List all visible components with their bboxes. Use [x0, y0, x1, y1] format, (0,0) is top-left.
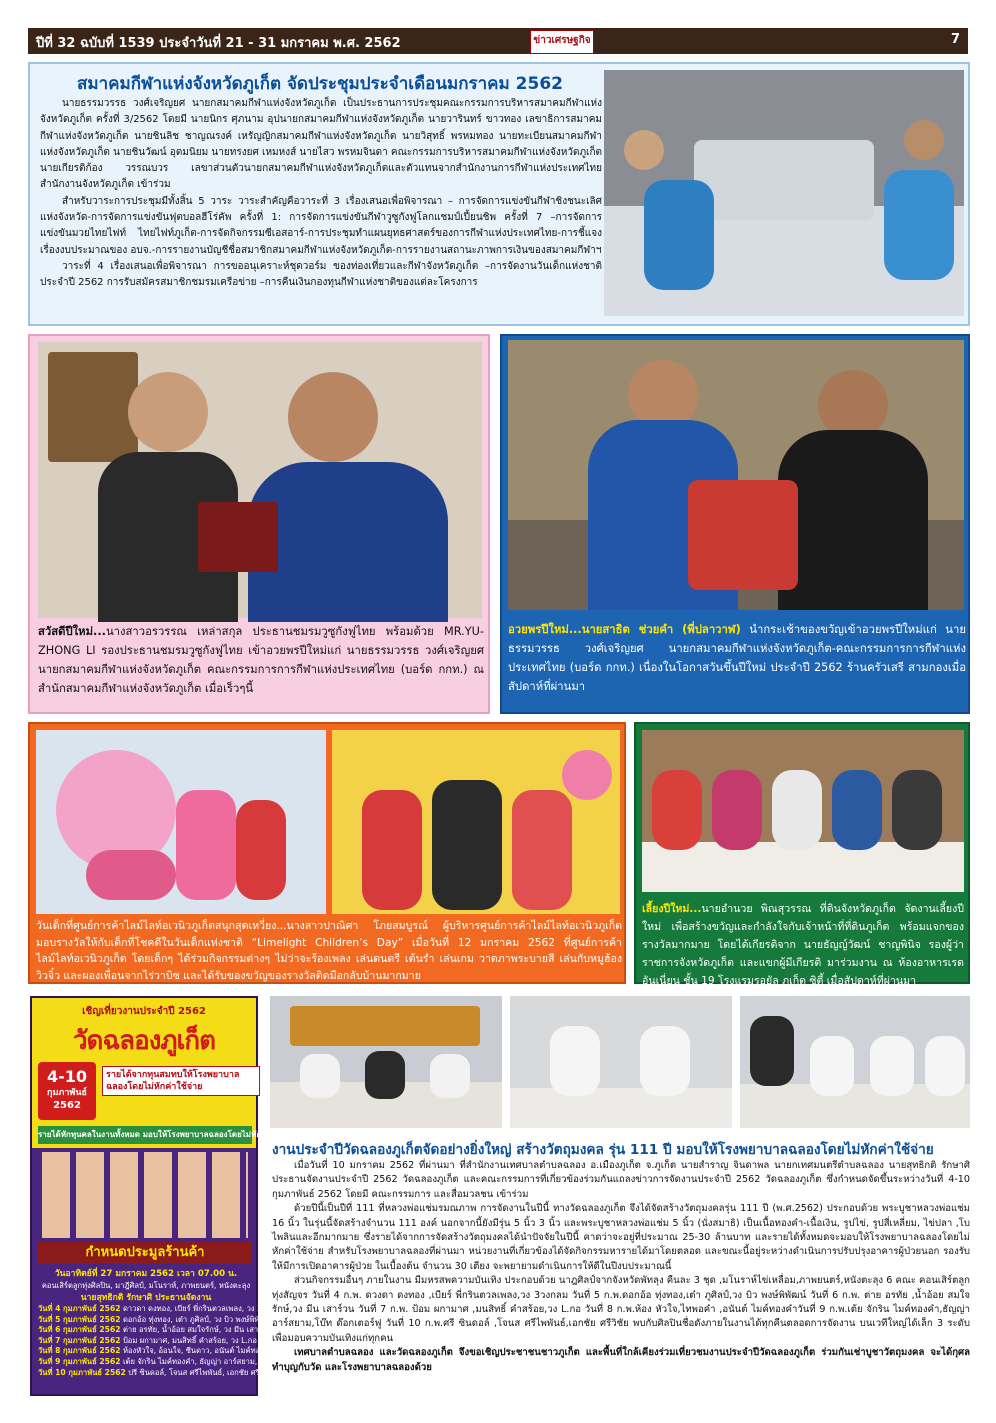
schedule-row: วันที่ 4 กุมภาพันธ์ 2562 ดาวดา ดงทอง, เบียร์ พี่กรินตวลเพลง, วง 3 วงกลม — [38, 1304, 287, 1313]
caption-lead: อวยพรปีใหม่...นายสาธิต ช่วยคำ (พี่ปลาวาฬ) — [508, 623, 741, 636]
press-conference-photo-2 — [510, 996, 732, 1128]
paragraph: นายธรรมวรรธ วงศ์เจริญยศ นายกสมาคมกีฬาแห่งจังหวัดภูเก็ต เป็นประธานการประชุมคณะกรรมการบริหารสมาคมกีฬาแห่งจังหวัดภูเก็ต ครั้งที่ 3/2562 โดยมี นายนิกร ศุภนาม อุปนายกสมาคมกีฬาแห่งจังหวัดภูเก็ต นายวารินทร์ ขาวทอง เลขาธิการสมาคมกีฬาแห่งจังหวัดภูเก็ต นายชินลิช ชาญณรงค์ เหรัญญิกสมาคมกีฬาแห่งจังหวัดภูเก็ต นายวิสุทธิ์ พรหมทอง นายทะเบียนสมาคมกีฬาแห่งจังหวัดภูเก็ต นายชินวัฒน์ อุดมนิยม นายทรงยศ เหมหงส์ นายไสว พรหมจินดา คณะกรรมการบริหารสมาคมกีฬาแห่งจังหวัดภูเก็ต นายเกียรติก้อง วรรณบวร เลขาส่วนตัวนายกสมาคมกีฬาแห่งจังหวัดภูเก็ตและตัวแทนจากสำนักงานการกีฬาแห่งประเทศไทยสำนักงานจังหวัดภูเก็ต เข้าร่วม — [40, 98, 602, 191]
press-conference-photo-3 — [740, 996, 970, 1128]
article-land-office-party — [634, 722, 970, 987]
poster-title: วัดฉลองภูเก็ต — [72, 1026, 216, 1056]
schedule-row: วันที่ 8 กุมภาพันธ์ 2562 ห้องหัวใจ, อ้อนใจ, ซีนดาว, อนันต์ ไมค์ทองคำ — [38, 1346, 274, 1356]
page-number: 7 — [950, 32, 960, 47]
logo-text: ข่าวเศรษฐกิจ — [533, 35, 591, 46]
article-headline: สมาคมกีฬาแห่งจังหวัดภูเก็ต จัดประชุมประจำเดือนมกราคม 2562 — [77, 74, 563, 94]
masthead — [28, 28, 968, 54]
meeting-photo — [604, 70, 964, 316]
childrens-day-photo-2 — [332, 730, 620, 914]
caption-lead: สวัสดีปีใหม่... — [38, 625, 106, 638]
poster-date — [38, 1062, 96, 1120]
poster-invite: เชิญเที่ยวงานประจำปี 2562 — [82, 1006, 206, 1017]
greeting-caption — [38, 622, 484, 698]
schedule-head: วันอาทิตย์ที่ 27 มกราคม 2562 เวลา 07.00 น. — [54, 1269, 238, 1279]
poster-band: กำหนดประมูลร้านค้า — [38, 1242, 252, 1264]
issue-line: ปีที่ 32 ฉบับที่ 1539 ประจำวันที่ 21 - 31 มกราคม พ.ศ. 2562 — [36, 36, 401, 51]
paragraph: สำหรับวาระการประชุมมีทั้งสิ้น 5 วาระ วาระสำคัญคือวาระที่ 3 เรื่องเสนอเพื่อพิจารณา – การจัดการแข่งขันกีฬาชิงชนะเลิศแห่งจังหวัด-การจัดการแข่งขันฟุตบอลฮีโร่คัพ ครั้งที่ 1: การจัดการแข่งขันกีฬาวูซูกังฟูโลกแชมป์เปี้ยนชิพ ครั้งที่ 7 –การจัดการแข่งขันมวยไทยไฟท์ ไทยไฟท์ภูเก็ต-การจัดกิจกรรมซีเอสอาร์-การประชุมทำแผนยุทธศาสตร์ของการกีฬาแห่งประเทศไทย-การชี้แจงเรื่องงบประมาณของ อบจ.-การรายงานบัญชีชื่อสมาชิกสมาคมกีฬาแห่งจังหวัดภูเก็ต-การรายงานสถานะภาพการเงินของสมาคมกีฬาฯ — [40, 195, 602, 256]
party-photo — [642, 730, 964, 892]
schedule-row: วันที่ 9 กุมภาพันธ์ 2562 เต้ย จักริน ไมค์ทองคำ, ธัญญ่า อาร์สยาม, โบ๊ท ด๊อกเตอร์ฟู — [38, 1356, 312, 1366]
schedule-row: วันที่ 6 กุมภาพันธ์ 2562 ต่าย อรทัย, น้ำอ้อย สมใจรักษ์, วง มีน เสาร์วน — [38, 1325, 272, 1335]
greeting-photo — [38, 342, 482, 618]
schedule-chair: นายสุทธิกติ รักษาศิ ประธานจัดงาน — [80, 1293, 212, 1303]
poster-date-days: 4-10 — [46, 1067, 88, 1086]
paragraph: เทศบาลตำบลฉลอง และวัดฉลองภูเก็ต จึงขอเชิญประชาชนชาวภูเก็ต และพื้นที่ใกล้เคียงร่วมเที่ยวชมงานประจำปีวัดฉลองภูเก็ต ร่วมกันเช่าบูชาวัตถุมงคล จะได้กุศลทำบุญกับวัด และโรงพยาบาลฉลองด้วย — [272, 1347, 970, 1373]
temple-fair-poster — [30, 996, 312, 1396]
article-body — [40, 96, 602, 292]
paragraph: วาระที่ 4 เรื่องเสนอเพื่อพิจารณา การขออนุเคราะห์ชุดวอร์ม ของท่องเที่ยวและกีฬาจังหวัดภูเก็ต –การจัดงานวันเด็กแห่งชาติ ประจำปี 2562 การรับสมัครสมาชิกชมรมเครือข่าย –การคืนเงินกองทุนกีฬาแห่งชาติของแต่ละโครงการ — [40, 260, 602, 289]
temple-fair-headline: งานประจำปีวัดฉลองภูเก็ตจัดอย่างยิ่งใหญ่ สร้างวัตถุมงคล รุ่น 111 ปี มอบให้โรงพยาบาลฉลองโดยไม่หักค่าใช้จ่าย — [272, 1142, 934, 1158]
schedule-row: วันที่ 7 กุมภาพันธ์ 2562 ป้อม ผกามาศ, มนสิทธิ์ คำสร้อย, วง L.กอ — [38, 1335, 257, 1345]
basket-caption — [508, 620, 966, 696]
poster-date-month: กุมภาพันธ์ — [47, 1088, 87, 1098]
newspaper-logo — [530, 30, 594, 54]
press-conference-photo-1 — [270, 996, 502, 1128]
schedule-sub: คอนเสิร์ตลูกทุ่งศิลปิน, มาฎีศิลป์, มโนราห์, ภาพยนตร์, หนังตะลุง — [41, 1281, 251, 1290]
childrens-day-caption: วันเด็กที่ศูนย์การค้าไลม์ไลท์อเวนิวภูเก็ตสนุกสุดเหวี่ยง...นางสาวปาณิศา โภยสมบูรณ์ ผู้บริหารศูนย์การค้าไลม์ไลท์อเวนิวภูเก็ต มอบรางวัลให้กับเด็กที่โชคดีในวันเด็กแห่งชาติ “Limelight Children’s Day” เมื่อวันที่ 12 มกราคม 2562 ที่ศูนย์การค้าไลม์ไลท์อเวนิวภูเก็ต โดยเด็กๆ ได้ร่วมกิจกรรมต่างๆ ไม่ว่าจะร้องเพลง เล่นดนตรี เต้นรำ เล่นเกม วาดภาพระบายสี เล่นกับหมูฮ้อง วิวจิ๋ว และผองเพื่อนจากไร่วาบิซ และได้รับของขวัญของรางวัลติดมือกลับบ้านมากมาย — [36, 920, 622, 982]
article-childrens-day — [28, 722, 626, 984]
article-new-year-basket — [500, 334, 970, 714]
paragraph: เมื่อวันที่ 10 มกราคม 2562 ที่ผ่านมา ที่สำนักงานเทศบาลตำบลฉลอง อ.เมืองภูเก็ต จ.ภูเก็ต นายสำราญ จินดาพล นายกเทศมนตรีตำบลฉลอง นายสุทธิกติ รักษาศิ ประธานจัดงานประจำปี 2562 วัดฉลองภูเก็ต และคณะกรรมการที่เกี่ยวข้องร่วมกันแถลงข่าวการจัดงานประจำปี 2562 วัดฉลองภูเก็ต ซึ่งกำหนดจัดขึ้นระหว่างวันที่ 4-10 กุมภาพันธ์ 2562 โดยมี คณะกรรมการ และสื่อมวลชน เข้าร่วม — [272, 1160, 970, 1200]
caption-text: นำกระเช้าของขวัญเข้าอวยพรปีใหม่แก่ นายธรรมวรรธ วงศ์เจริญยศ นายกสมาคมกีฬาแห่งจังหวัดภูเก็ต-คณะกรรมการการกีฬาแห่งประเทศไทย (บอร์ด กกท.) เนื่องในโอกาสวันขึ้นปีใหม่ ประจำปี 2562 ร้านครัวเสรี สามกองเมื่อสัปดาห์ที่ผ่านมา — [508, 623, 966, 693]
paragraph: ส่วนกิจกรรมอื่นๆ ภายในงาน มีมหรสพความบันเทิง ประกอบด้วย นาฎศิลป์จากจังหวัดพัทลุง คืนละ 3 ชุด ,มโนราห์ไข่เหลื่อม,ภาพยนตร์,หนังตะลุง 6 คณะ คอนเสิร์ตลูกทุ่งสัญจร วันที่ 4 ก.พ. ดวงดา ดงทอง ,เบียร์ พี่กรินตวลเพลง,วง 3วงกลม วันที่ 5 ก.พ.ดอกอ้อ ทุ่งทอง,เต๋า ภูศิลป์,วง บิว พงษ์พิพัฒน์ วันที่ 6 ก.พ. ต่าย อรทัย ,น้ำอ้อย สมใจรักษ์,วง มีน เสาร์วน วันที่ 7 ก.พ. ป้อม ผกามาศ ,มนสิทธิ์ คำสร้อย,วง L.กอ วันที่ 8 ก.พ.ห้อง หัวใจ,ไทพอคำ ,อนันต์ ไมค์ทองคำวันที่ 9 ก.พ.เต้ย จักริน ไมค์ทองคำ,ธัญญ่า อาร์สยาม,โบ๊ท ด๊อกเตอร์ฟู วันที่ 10 ก.พ.ศรี ซินดอล์ ,โจนส ศรีไพพันธ์,เอกชัย ศรีวิชัย พบกับศิลปินชื่อดังภายในงานได้ทุกคืนตลอดการจัดงาน บนเวทีใหญ่ได้เล็ก 3 ระดับ เพื่อมอบความบันเทิงแก่ทุกคน — [272, 1275, 970, 1344]
article-sports-meeting — [28, 62, 970, 326]
paragraph: ด้วยปีนี้เป็นปีที่ 111 ที่หลวงพ่อแช่มรมณภาพ การจัดงานในปีนี้ ทางวัดฉลองภูเก็ต จึงได้จัดสร้างวัตถุมงคลรุ่น 111 ปี (พ.ศ.2562) ประกอบด้วย พระบูชาหลวงพ่อแช่ม 16 นิ้ว ในรุ่นนี้จัดสร้างจำนวน 111 องค์ นอกจากนี้ยังมีรุ่น 5 นิ้ว 3 นิ้ว และพระบูชาหลวงพ่อแช่ม 5 นิ้ว (นั่งสมาธิ) เป็นเนื้อทองคำ-เนื้อเงิน, รูปไข่, รูปสี่เหลี่ยม, ไข่ปลา ,โบไพลินและอีกมากมาย ซึ่งรายได้จากการจัดสร้างวัตถุมงคลได้นำปัจจัยในปีนี้ คาดว่าจะอยู่ที่ประมาณ 25-30 ล้านบาท และรายได้ทั้งหมดจะมอบให้โรงพยาบาลฉลองโดยไม่หักค่าใช้จ่าย สำหรับโรงพยาบาลฉลองที่ผ่านมา หน่วยงานที่เกี่ยวข้องได้จัดกิจกรรมหารายได้มาโดยตลอด และขณะนี้อยู่ระหว่างดำเนินการปรับปรุงอาคารผู้ป่วยนอก รองรับให้มีการเปิดอาคารผู้ป่วย ในเบื้องต้น จำนวน 30 เตียง จะพยายามดำเนินการให้ดีในปีงบประมาณนี้ — [272, 1203, 970, 1272]
schedule-row: วันที่ 5 กุมภาพันธ์ 2562 ดอกอ้อ ทุ่งทอง, เต๋า ภูศิลป์, วง บิว พงษ์พิพัฒน์ — [38, 1314, 272, 1324]
temple-fair-body — [272, 1159, 970, 1375]
poster-ribbon: รายได้หักทุนคลในงานทั้งหมด มอบให้โรงพยาบาลฉลองโดยไม่หักค่าใช้จ่าย — [38, 1126, 252, 1144]
poster-schedule — [38, 1268, 312, 1378]
poster-date-year: 2562 — [53, 1100, 81, 1111]
caption-lead: เลี้ยงปีใหม่... — [642, 903, 702, 915]
poster-prize: รายได้จากทุนสมทบให้โรงพยาบาลฉลองโดยไม่หักค่าใช้จ่าย — [102, 1066, 260, 1096]
caption-text: นางสาวอรวรรณ เหล่าสกุล ประธานชมรมวูซูกังฟูไทย พร้อมด้วย MR.YU-ZHONG LI รองประธานชมรมวูซูกังฟูไทย เข้าอวยพรปีใหม่แก่ นายธรรมวรรธ วงศ์เจริญยศ นายกสมาคมกีฬาแห่งจังหวัดภูเก็ต คณะกรรมการการกีฬาแห่งประเทศไทย (บอร์ด กกท.) ณ สำนักสมาคมกีฬาแห่งจังหวัดภูเก็ต เมื่อเร็วๆนี้ — [38, 625, 484, 695]
schedule-row: วันที่ 10 กุมภาพันธ์ 2562 ปรี ซินดอล์, โจนส ศรีไพพันธ์, เอกชัย ศรีวิชัย — [38, 1367, 274, 1377]
party-caption — [642, 900, 964, 990]
artist-photo-grid — [42, 1152, 248, 1238]
article-wushu-greeting — [28, 334, 490, 714]
caption-text: นายอำนวย พิณสุวรรณ ที่ดินจังหวัดภูเก็ต จัดงานเลี้ยงปีใหม่ เพื่อสร้างขวัญและกำลังใจกับเจ้าหน้าที่ที่ดินภูเก็ต พร้อมแจกของรางวัลมากมาย โดยได้เกียรติจาก นายธัญญ์วัฒน์ ชาญพินิจ รองผู้ว่าราชการจังหวัดภูเก็ต และแขกผู้มีเกียรติ มาร่วมงาน ณ ห้องอาหารเรดอันเนี่ยน ชั้น 19 โรงแรมรอยัล ภูเก็ต ซิตี้ เมื่อสัปดาห์ที่ผ่านมา — [642, 903, 964, 987]
basket-photo — [508, 340, 964, 610]
childrens-day-photo-1 — [36, 730, 326, 914]
